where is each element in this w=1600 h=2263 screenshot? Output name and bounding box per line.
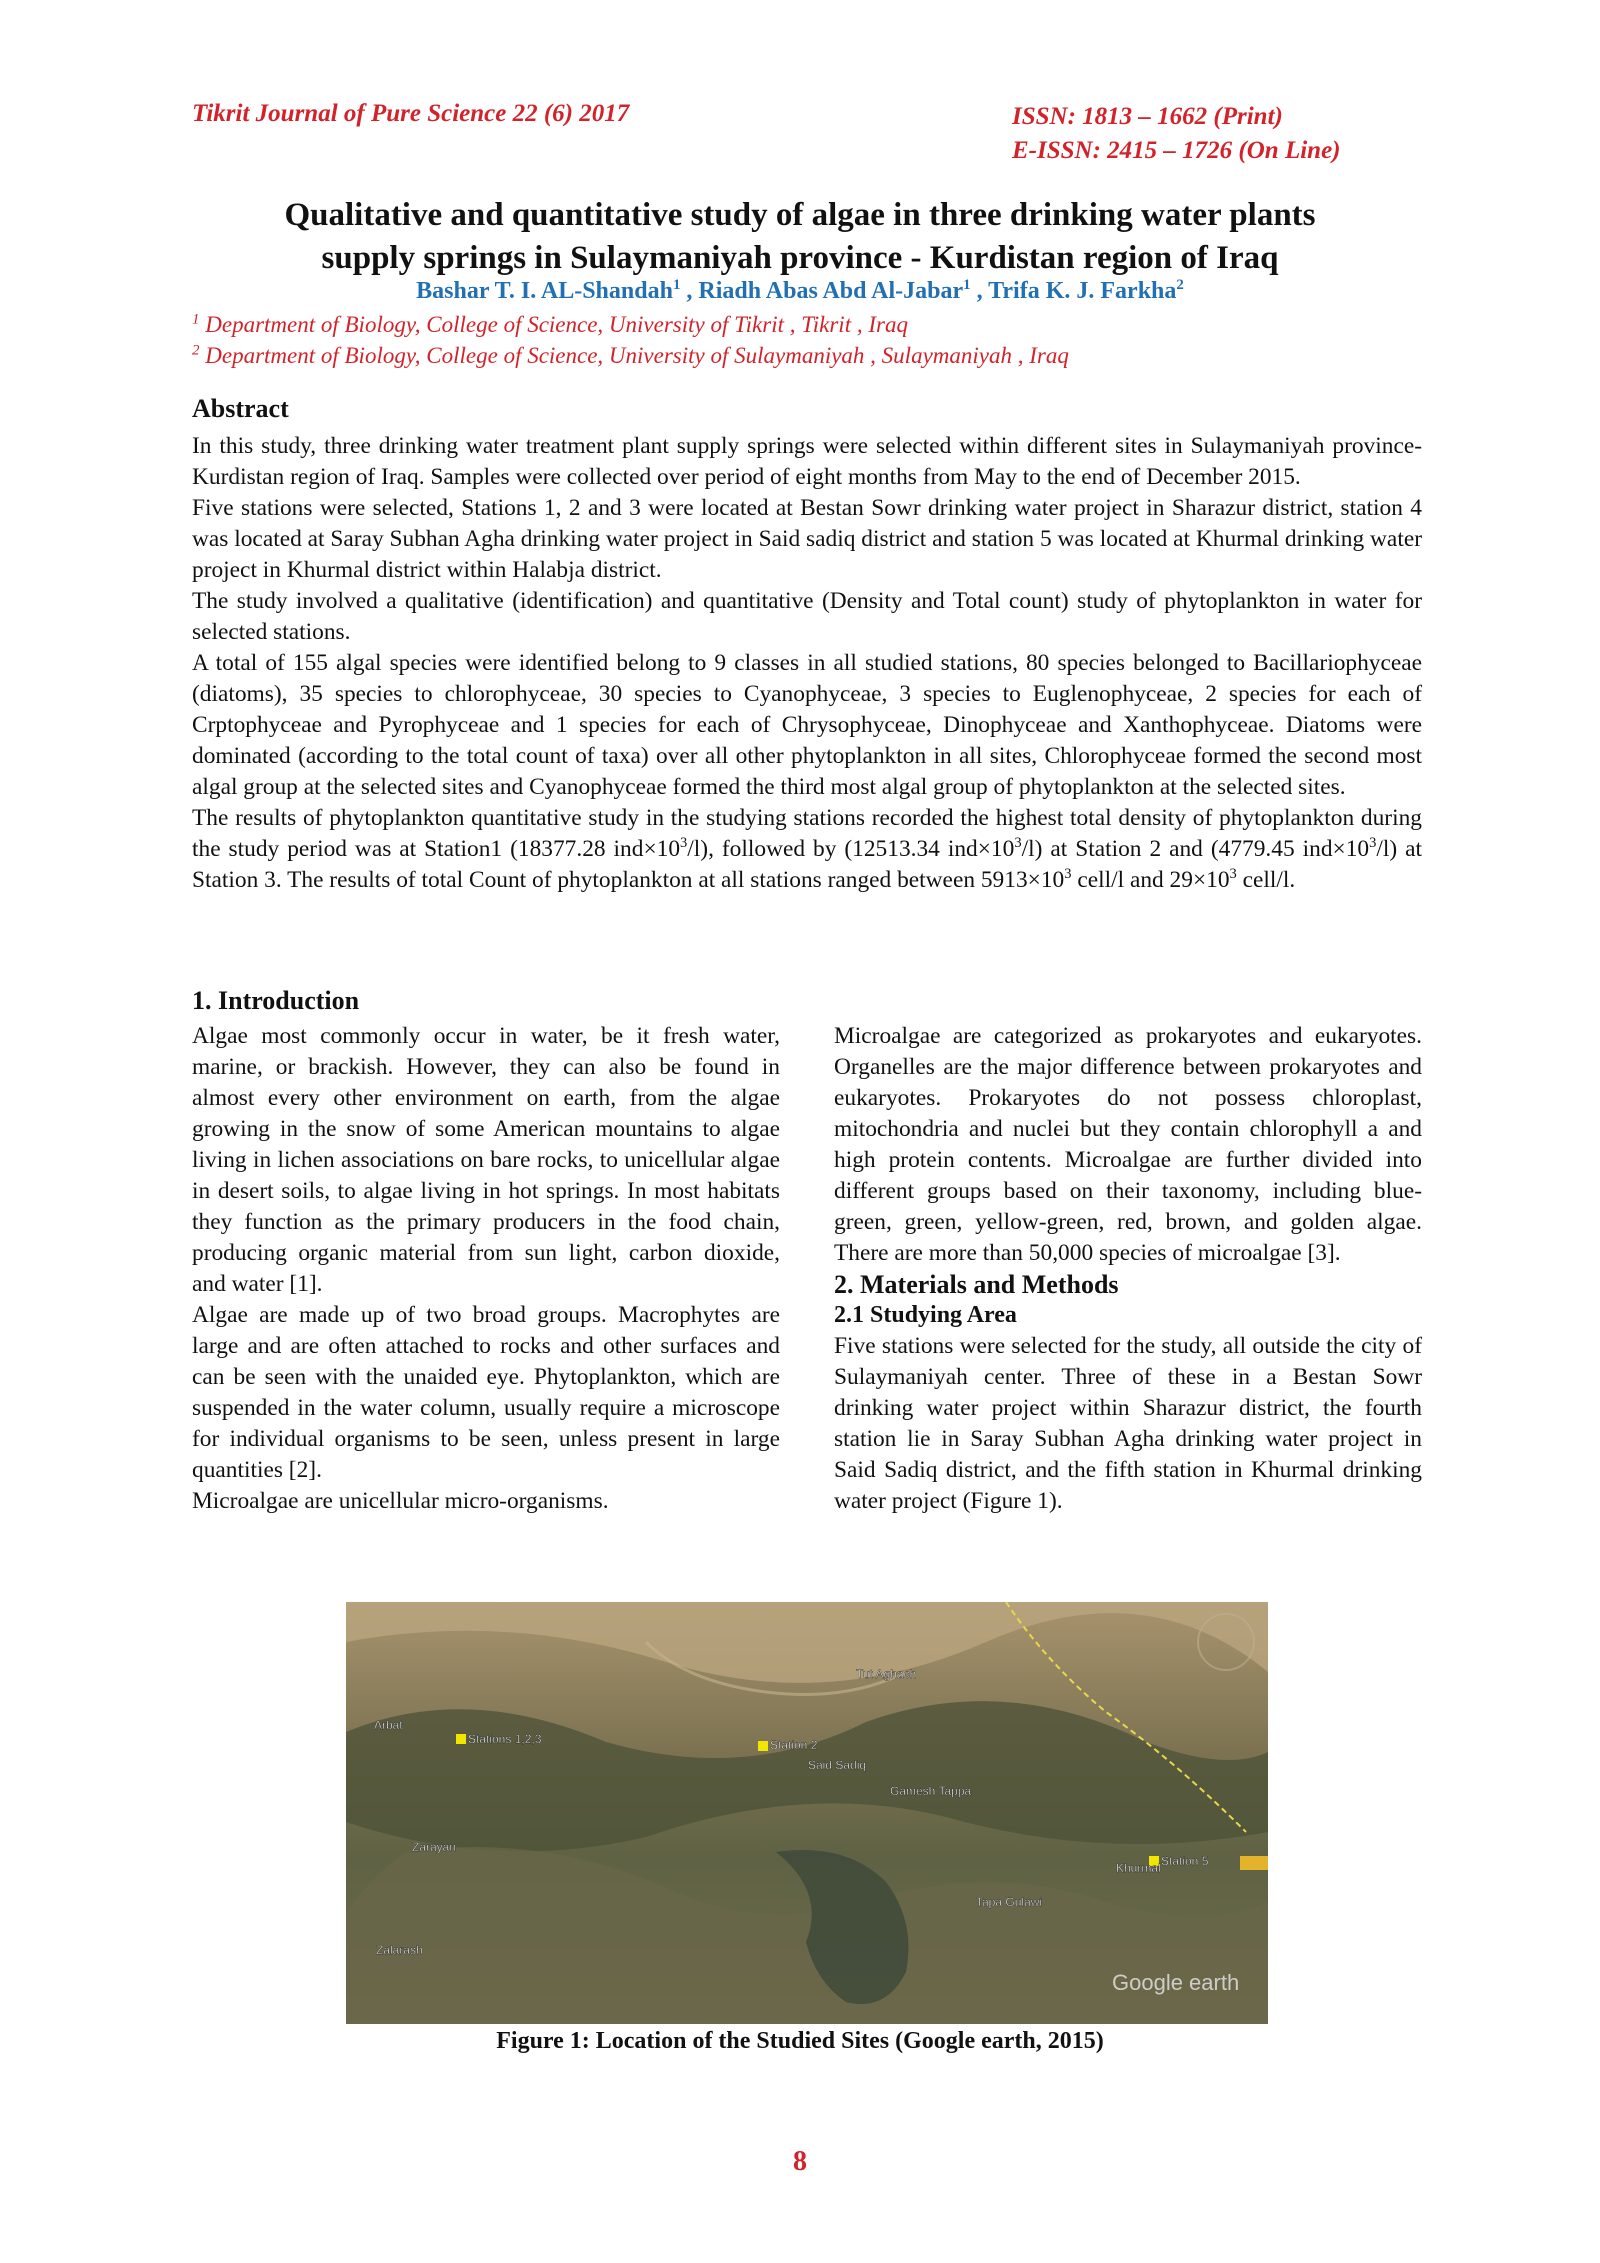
- map-label-stations-123: Stations 1,2,3: [468, 1732, 542, 1746]
- issn-print: ISSN: 1813 – 1662 (Print): [1012, 103, 1283, 130]
- studying-area-heading: 2.1 Studying Area: [834, 1302, 1017, 1328]
- superscript: 3: [680, 835, 688, 852]
- abstract-text-run: cell/l and 29×10: [1071, 867, 1230, 893]
- map-edge-marker: [1240, 1856, 1268, 1870]
- map-label-said-sadiq: Said Sadiq: [808, 1758, 867, 1772]
- introduction-heading: 1. Introduction: [192, 986, 360, 1015]
- affiliation-text: Department of Biology, College of Science, University of Sulaymaniyah , Sulaymaniyah , Iraq: [205, 343, 1069, 368]
- superscript: 3: [1014, 835, 1022, 852]
- abstract-body: [192, 431, 1422, 896]
- issn-online: E-ISSN: 2415 – 1726 (On Line): [1012, 137, 1341, 164]
- intro-paragraph: Algae most commonly occur in water, be it fresh water, marine, or brackish. However, they can also be found in almost every other environment on earth, from the algae growing in the snow of some American mountains to algae living in lichen associations on bare rocks, to unicellular algae in desert soils, to algae living in hot springs. In most habitats they function as the primary producers in the food chain, producing organic material from sun light, carbon dioxide, and water [1].: [192, 1023, 780, 1297]
- abstract-paragraph: The study involved a qualitative (identification) and quantitative (Density and Total count) study of phytoplankton in water for selected stations.: [192, 588, 1422, 645]
- abstract-paragraph: Five stations were selected, Stations 1, 2 and 3 were located at Bestan Sowr drinking water project in Sharazur district, station 4 was located at Saray Subhan Agha drinking water project in Said sadiq district and station 5 was located at Khurmal drinking water project in Khurmal district within Halabja district.: [192, 495, 1422, 583]
- abstract-text-run: /l) at Station 2 and (4779.45 ind×10: [1021, 836, 1370, 862]
- author-affiliation-marker: 2: [1176, 277, 1184, 293]
- map-label-khurmal: Khurmal: [1116, 1861, 1161, 1875]
- abstract-text-run: /l) at Station 3. The results of total Count of phytoplankton at all stations ranged between 5913×10: [192, 836, 1422, 893]
- author-name: Riadh Abas Abd Al-Jabar: [698, 278, 964, 304]
- superscript: 3: [1064, 866, 1072, 883]
- intro-paragraph: Algae are made up of two broad groups. Macrophytes are large and are often attached to rocks and other surfaces and can be seen with the unaided eye. Phytoplankton, which are suspended in the water column, usually require a microscope for individual organisms to be seen, unless present in large quantities [2].: [192, 1302, 780, 1483]
- map-label-station-2: Station 2: [770, 1738, 818, 1752]
- abstract-paragraph: A total of 155 algal species were identified belong to 9 classes in all studied stations, 80 species belonged to Bacillariophyceae (diatoms), 35 species to chlorophyceae, 30 species to Cyanophyceae, 3 species to Euglenophyceae, 2 species for each of Crptophyceae and Pyrophyceae and 1 species for each of Chrysophyceae, Dinophyceae and Xanthophyceae. Diatoms were dominated (according to the total count of taxa) over all other phytoplankton in all sites, Chlorophyceae formed the second most algal group at the selected sites and Cyanophyceae formed the third most algal group of phytoplankton at the selected sites.: [192, 650, 1422, 800]
- left-column: [192, 1021, 780, 1517]
- intro-paragraph: Microalgae are unicellular micro-organisms.: [192, 1488, 609, 1514]
- title-line-1: Qualitative and quantitative study of algae in three drinking water plants: [284, 197, 1316, 233]
- satellite-map-image: [346, 1602, 1268, 2024]
- abstract-text-run: The results of phytoplankton quantitative study in the studying stations recorded the highest total density of phytoplankton during the study period was at Station1 (18377.28 ind×10: [192, 805, 1422, 862]
- affiliation-1: [192, 312, 908, 338]
- author-list: [150, 278, 1450, 305]
- intro-paragraph: Microalgae are categorized as prokaryotes and eukaryotes. Organelles are the major difference between prokaryotes and eukaryotes. Prokaryotes do not possess chloroplast, mitochondria and nuclei but they contain chlorophyll a and high protein contents. Microalgae are further divided into different groups based on their taxonomy, including blue-green, green, yellow-green, red, brown, and golden algae. There are more than 50,000 species of microalgae [3].: [834, 1023, 1422, 1266]
- page-number: 8: [793, 2146, 807, 2177]
- map-label-zalarash: Zalarash: [376, 1943, 423, 1957]
- abstract-paragraph: [192, 803, 1422, 896]
- affiliation-number: 2: [192, 342, 200, 359]
- methods-heading: 2. Materials and Methods: [834, 1270, 1119, 1299]
- abstract-paragraph: In this study, three drinking water treatment plant supply springs were selected within different sites in Sulaymaniyah province- Kurdistan region of Iraq. Samples were collected over period of eight months from May to the end of December 2015.: [192, 433, 1422, 490]
- journal-header: Tikrit Journal of Pure Science 22 (6) 2017: [192, 100, 630, 127]
- issn-block: [1012, 100, 1341, 168]
- study-sites-map: [346, 1602, 1268, 2024]
- station-marker: [456, 1734, 466, 1744]
- paper-title: [150, 194, 1450, 280]
- author-name: Trifa K. J. Farkha: [988, 278, 1177, 304]
- map-label-tapa-gulawi: Tapa Gulawi: [976, 1895, 1043, 1909]
- affiliation-2: [192, 343, 1069, 369]
- affiliation-text: Department of Biology, College of Science, University of Tikrit , Tikrit , Iraq: [205, 312, 908, 337]
- google-earth-watermark: Google earth: [1112, 1970, 1240, 1995]
- superscript: 3: [1369, 835, 1377, 852]
- abstract-text-run: /l), followed by (12513.34 ind×10: [687, 836, 1015, 862]
- title-line-2: supply springs in Sulaymaniyah province - Kurdistan region of Iraq: [321, 240, 1279, 276]
- author-affiliation-marker: 1: [672, 277, 681, 293]
- author-separator: ,: [680, 278, 699, 304]
- station-marker: [758, 1741, 768, 1751]
- map-label-tut-aghach: Tut Aghach: [856, 1667, 917, 1681]
- map-label-gamesh-tappa: Gamesh Tappa: [890, 1784, 972, 1798]
- author-name: Bashar T. I. AL-Shandah: [416, 278, 673, 304]
- right-column: [834, 1021, 1422, 1517]
- figure-caption: Figure 1: Location of the Studied Sites (Google earth, 2015): [496, 2028, 1104, 2054]
- abstract-heading: Abstract: [192, 394, 289, 423]
- map-label-zarayan: Zarayan: [412, 1840, 457, 1854]
- superscript: 3: [1229, 866, 1237, 883]
- methods-paragraph: Five stations were selected for the study, all outside the city of Sulaymaniyah center. Three of these in a Bestan Sowr drinking water project within Sharazur district, the fourth station lie in Saray Subhan Agha drinking water project in Said Sadiq district, and the fifth station in Khurmal drinking water project (Figure 1).: [834, 1333, 1422, 1514]
- affiliation-number: 1: [192, 311, 200, 328]
- map-label-arbat: Arbat: [374, 1718, 403, 1732]
- author-affiliation-marker: 1: [963, 277, 971, 293]
- author-separator: ,: [970, 278, 989, 304]
- map-label-station-5: Station 5: [1161, 1854, 1209, 1868]
- abstract-text-run: cell/l.: [1236, 867, 1296, 893]
